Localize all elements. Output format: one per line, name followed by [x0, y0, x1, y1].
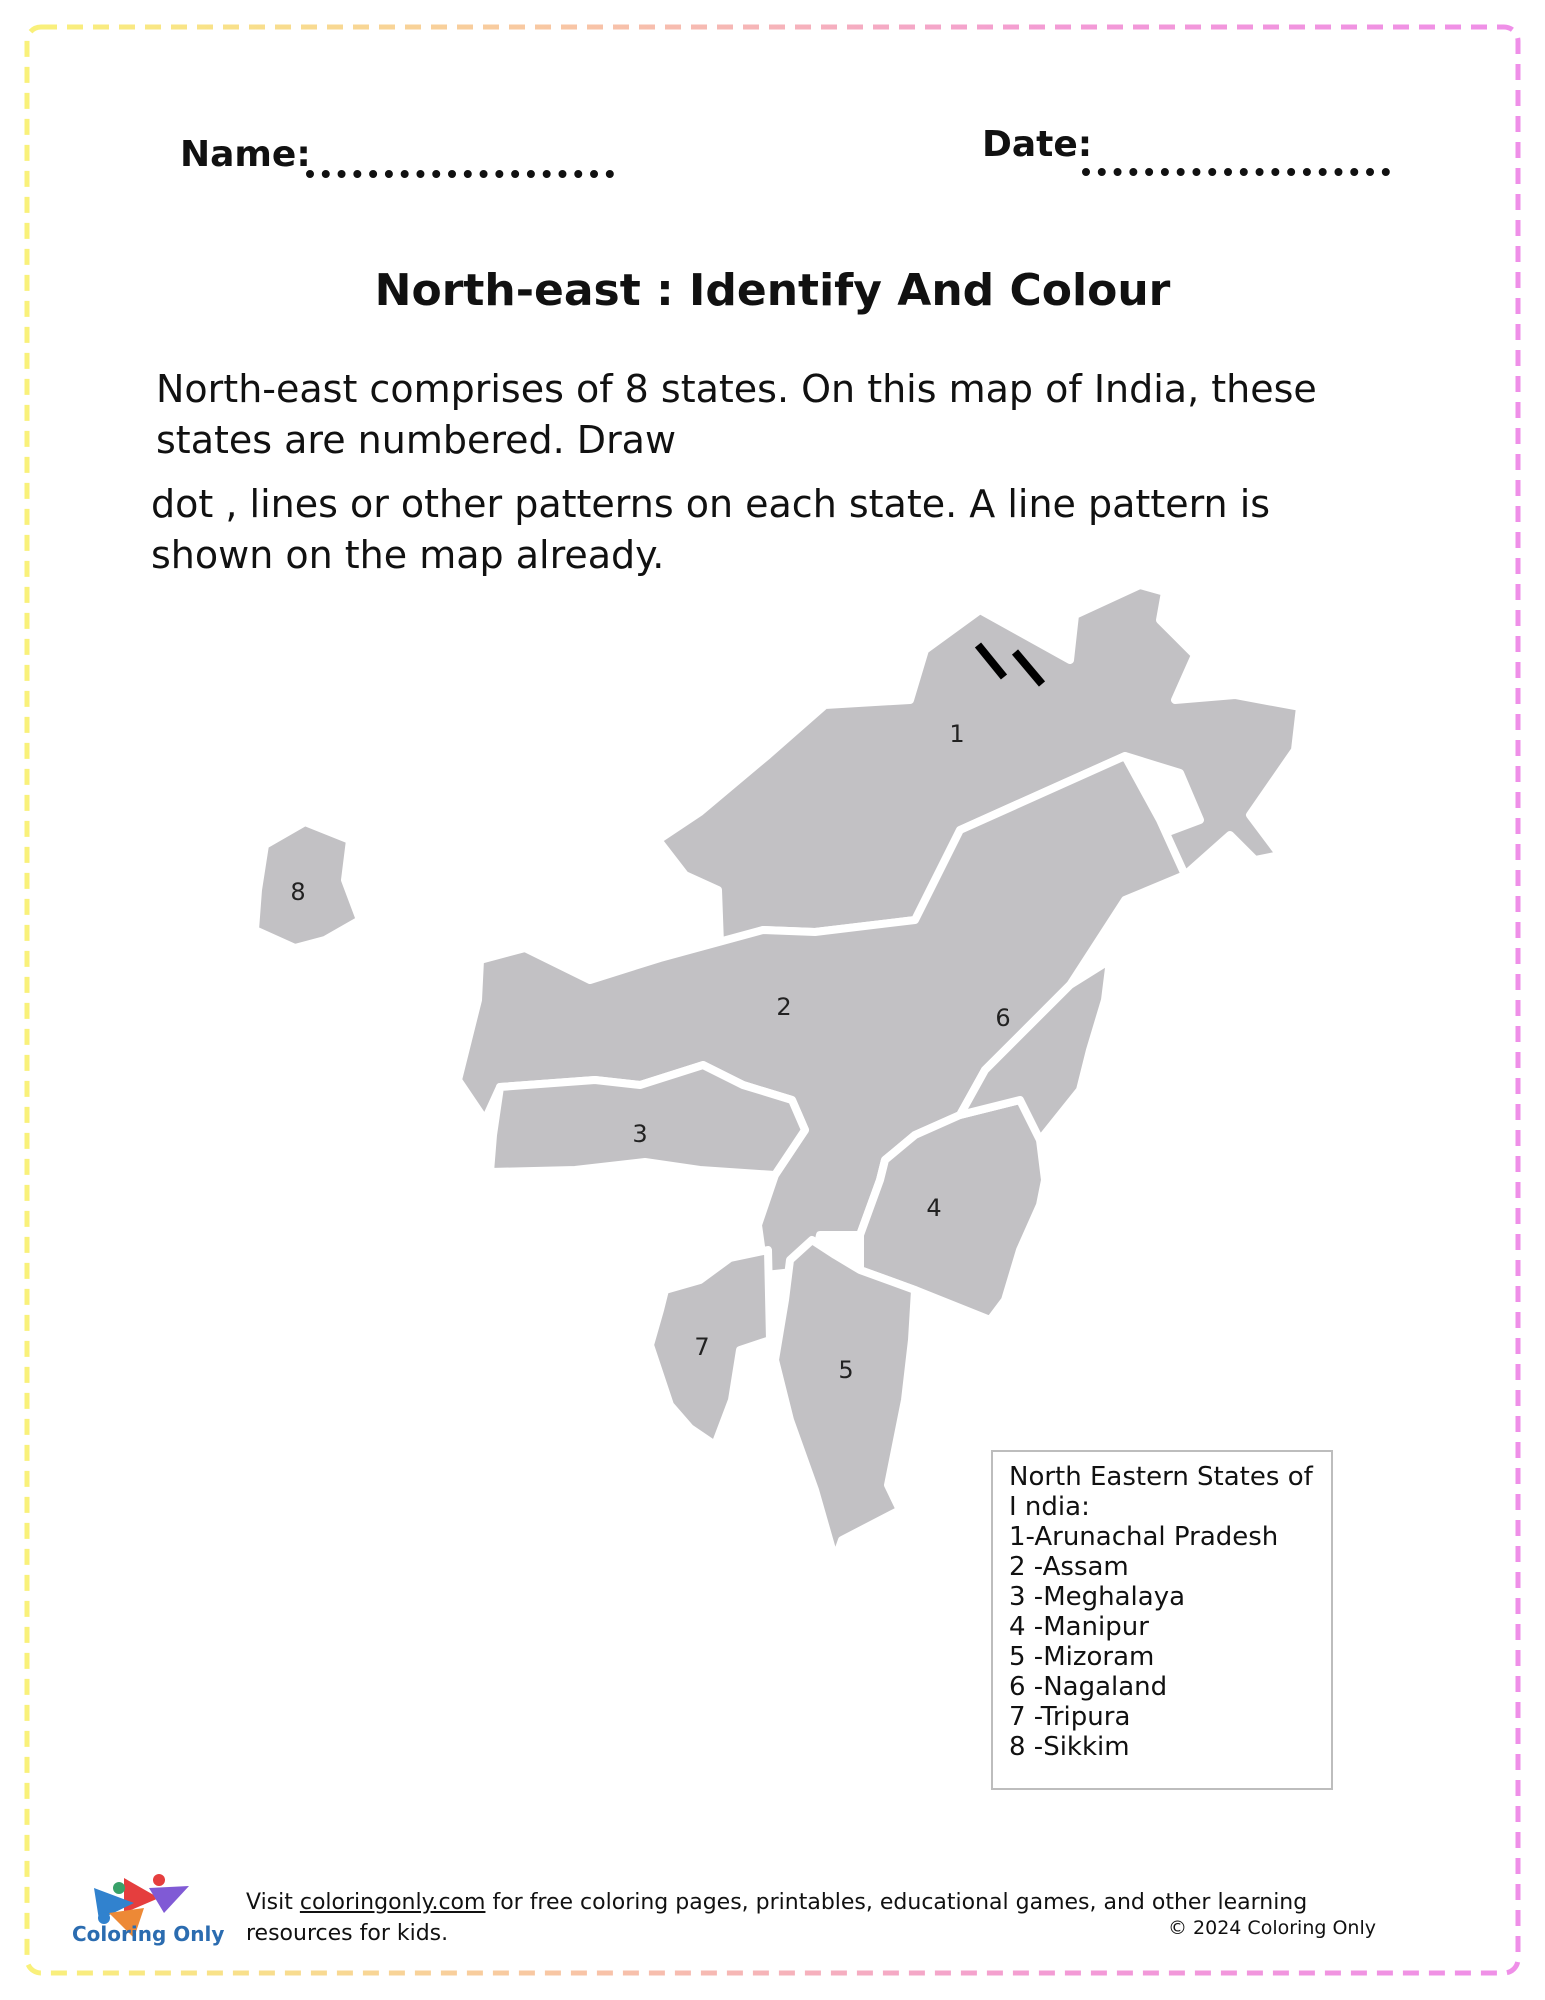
state-8-region[interactable]	[255, 822, 360, 948]
legend-item: 3 -Meghalaya	[1009, 1582, 1186, 1612]
name-label: Name:	[180, 134, 311, 175]
date-label: Date:	[982, 124, 1093, 165]
state-number-4: 4	[926, 1194, 942, 1222]
state-number-1: 1	[949, 720, 965, 748]
state-number-2: 2	[776, 993, 792, 1021]
instruction-line-1: North-east comprises of 8 states. On this map of India, these	[156, 367, 1317, 411]
legend-item: 6 -Nagaland	[1009, 1672, 1168, 1702]
legend-item: 7 -Tripura	[1009, 1702, 1131, 1732]
copyright-text: © 2024 Coloring Only	[1168, 1917, 1376, 1939]
instruction-line-4: shown on the map already.	[151, 533, 665, 577]
state-number-3: 3	[632, 1120, 648, 1148]
logo-text: Coloring Only	[72, 1922, 225, 1946]
state-number-6: 6	[995, 1004, 1011, 1032]
state-legend	[991, 1450, 1333, 1790]
state-7-region[interactable]	[650, 1250, 770, 1445]
worksheet-title: North-east : Identify And Colour	[374, 265, 1171, 316]
legend-item: 4 -Manipur	[1009, 1612, 1149, 1642]
instruction-line-3: dot , lines or other patterns on each state. A line pattern is	[151, 482, 1271, 526]
legend-item: 1-Arunachal Pradesh	[1009, 1522, 1279, 1552]
state-5-region[interactable]	[775, 1240, 915, 1560]
legend-item: 8 -Sikkim	[1009, 1732, 1130, 1762]
legend-item: 2 -Assam	[1009, 1552, 1129, 1582]
instruction-line-2: states are numbered. Draw	[156, 418, 677, 462]
state-number-7: 7	[694, 1333, 710, 1361]
legend-heading-line-2: I ndia:	[1009, 1492, 1090, 1522]
legend-item: 5 -Mizoram	[1009, 1642, 1155, 1672]
footer-visit-prefix: Visit	[246, 1890, 300, 1915]
footer-visit-suffix: for free coloring pages, printables, educational games, and other learning resources for kids.	[246, 1890, 1308, 1946]
legend-heading-line-1: North Eastern States of	[1009, 1462, 1313, 1492]
state-number-5: 5	[838, 1356, 854, 1384]
state-number-8: 8	[290, 878, 306, 906]
footer-site-link[interactable]: coloringonly.com	[299, 1890, 486, 1915]
